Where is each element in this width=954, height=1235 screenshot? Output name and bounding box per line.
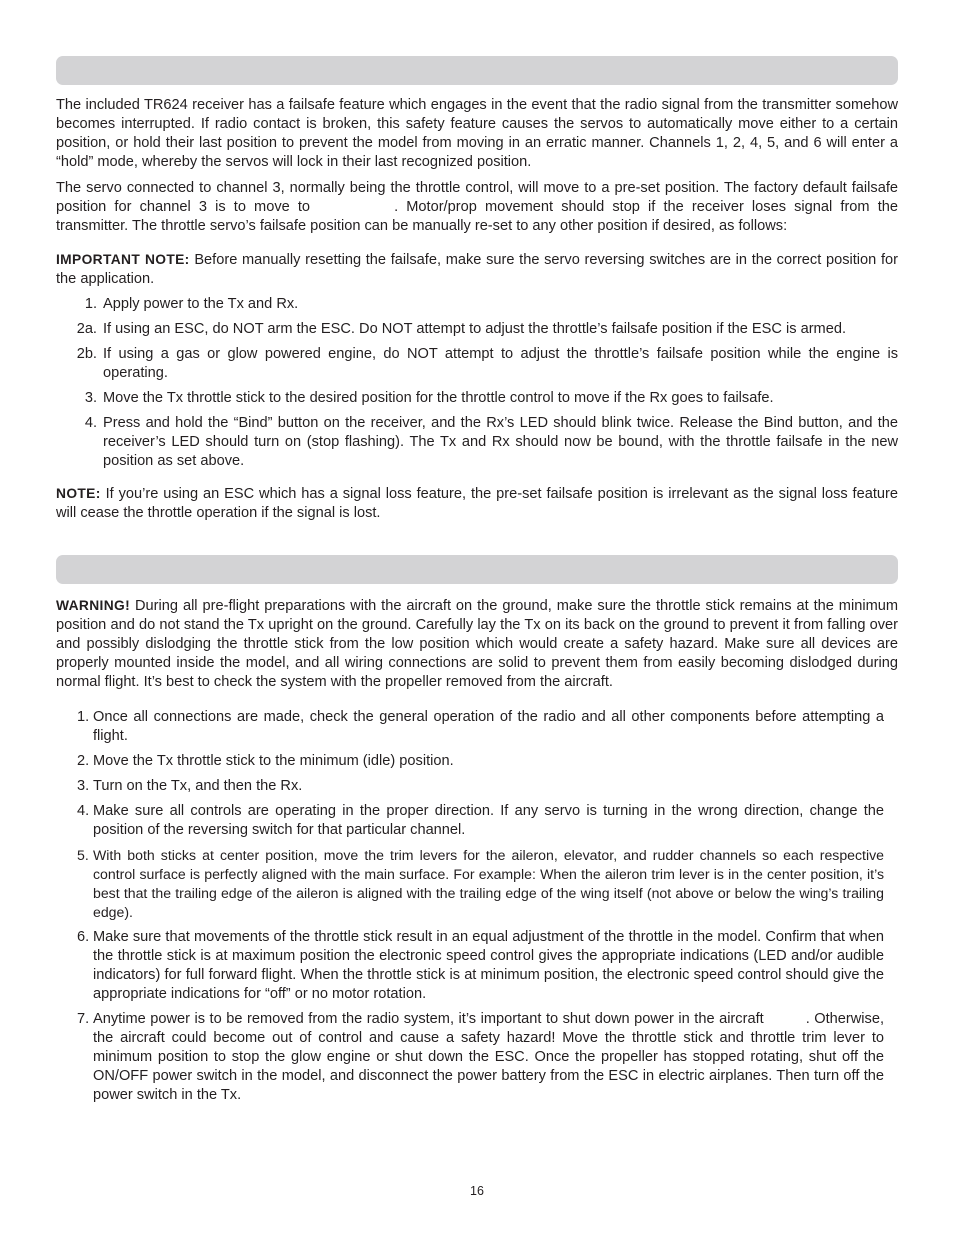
list-item <box>56 320 898 339</box>
step-text: Make sure all controls are operating in the proper direction. If any servo is turning in the wrong direction, change the position of the reversing switch for that particular channel. <box>93 803 884 838</box>
list-item <box>56 414 898 471</box>
step7-text-part-1: Anytime power is to be removed from the radio system, it’s important to shut down power in the aircraft <box>93 1011 764 1027</box>
step-text: Apply power to the Tx and Rx. <box>103 296 299 312</box>
section-header-bar-failsafe <box>56 56 898 85</box>
step-number: 1. <box>77 709 90 725</box>
step-number: 2b. <box>76 346 97 362</box>
warning-paragraph <box>56 596 898 692</box>
note-label: NOTE: <box>56 486 101 501</box>
note-text: If you’re using an ESC which has a signal loss feature, the pre-set failsafe position is irrelevant as the signal loss feature will cease the throttle operation if the signal is lost. <box>56 486 898 521</box>
list-item <box>56 345 898 383</box>
step-number: 6. <box>77 929 90 945</box>
esc-note <box>56 484 898 523</box>
step-text: Press and hold the “Bind” button on the receiver, and the Rx’s LED should blink twice. Release the Bind button, and the receiver’s LED should turn on (stop flashing). The Tx and Rx should now be bound, with the throttle failsafe in the new position as set above. <box>103 415 898 469</box>
preflight-steps-list <box>56 708 898 1105</box>
step-text: If using an ESC, do NOT arm the ESC. Do NOT attempt to adjust the throttle’s failsafe position if the ESC is armed. <box>103 321 846 337</box>
step-number: 4. <box>77 803 90 819</box>
throttle-text-part-1: The servo connected to channel 3, normally being the throttle control, will move to a pre-set position. The factory default failsafe position for channel 3 is to move to <box>56 180 898 215</box>
list-item <box>56 389 898 408</box>
list-item <box>56 846 898 922</box>
step-text: Move the Tx throttle stick to the minimum (idle) position. <box>93 753 454 769</box>
step-number: 1. <box>84 296 97 312</box>
step-number: 4. <box>84 415 97 431</box>
step-number: 2a. <box>76 321 97 337</box>
list-item <box>56 928 898 1004</box>
step-number: 3. <box>84 390 97 406</box>
failsafe-section <box>56 96 898 523</box>
list-item <box>56 295 898 314</box>
step-number: 5. <box>77 847 89 863</box>
throttle-text-part-2: . Motor/prop movement should stop if the receiver loses signal from the transmitter. The throttle servo’s failsafe position can be manually re-set to any other position if desired, as follows: <box>56 199 898 234</box>
step-text: With both sticks at center position, move the trim levers for the aileron, elevator, and rudder channels so each respective control surface is perfectly aligned with the main surface. For example: When the aileron trim lever is in the center position, it’s best that the trailing edge of the aileron is aligned with the trailing edge of the wing itself (not above or below the wing’s trailing edge). <box>93 847 884 920</box>
list-item <box>56 802 898 840</box>
step-text: Move the Tx throttle stick to the desired position for the throttle control to move if the Rx goes to failsafe. <box>103 390 774 406</box>
step-number: 3. <box>77 778 90 794</box>
failsafe-intro-paragraph: The included TR624 receiver has a failsafe feature which engages in the event that the radio signal from the transmitter somehow becomes interrupted. If radio contact is broken, this safety feature causes the servos to automatically move either to a certain position, or hold their last position to prevent the model from moving in an erratic manner. Channels 1, 2, 4, 5, and 6 will enter a “hold” mode, whereby the servos will lock in their last recognized position. <box>56 97 898 170</box>
preflight-section <box>56 596 898 1105</box>
step-text: Make sure that movements of the throttle stick result in an equal adjustment of the throttle in the model. Confirm that when the throttle stick is at maximum position the electronic speed control gives the appropriate indications (LED and/or audible indicators) for full forward flight. When the throttle stick is at minimum position, the electronic speed control should give the appropriate indications for “off” or no motor rotation. <box>93 929 884 1002</box>
step-text <box>93 1010 884 1105</box>
section-header-bar-preflight <box>56 555 898 584</box>
failsafe-throttle-paragraph <box>56 179 898 236</box>
step-number: 2. <box>77 753 90 769</box>
step-text: If using a gas or glow powered engine, do NOT attempt to adjust the throttle’s failsafe position while the engine is operating. <box>103 346 898 381</box>
failsafe-steps-list <box>56 295 898 471</box>
list-item <box>56 777 898 796</box>
step-text: Once all connections are made, check the general operation of the radio and all other components before attempting a flight. <box>93 709 884 744</box>
list-item <box>56 708 898 746</box>
step-text: Turn on the Tx, and then the Rx. <box>93 778 303 794</box>
important-note <box>56 250 898 289</box>
page-number: 16 <box>470 1184 484 1198</box>
step-number: 7. <box>77 1011 90 1027</box>
warning-label: WARNING! <box>56 598 131 613</box>
list-item <box>56 1010 898 1105</box>
important-note-label: IMPORTANT NOTE: <box>56 252 190 267</box>
list-item <box>56 752 898 771</box>
warning-text: During all pre-flight preparations with the aircraft on the ground, make sure the throttle stick remains at the minimum position and do not stand the Tx upright on the ground. Carefully lay the Tx on its back on the ground to prevent it from falling over and possibly dislodging the throttle stick from the low position which would create a safety hazard. Make sure all devices are properly mounted inside the model, and all wiring connections are solid to prevent them from easily becoming dislodged during normal flight. It’s best to check the system with the propeller removed from the aircraft. <box>56 598 898 690</box>
step7-text-part-2: . Otherwise, the aircraft could become out of control and cause a safety hazard! Move the throttle stick and throttle trim lever to minimum position to stop the glow engine or shut down the ESC. Once the propeller has stopped rotating, shut off the ON/OFF power switch in the model, and disconnect the power battery from the ESC in electric airplanes. Then turn off the power switch in the Tx. <box>93 1011 885 1103</box>
important-note-text: Before manually resetting the failsafe, make sure the servo reversing switches are in the correct position for the application. <box>56 252 898 287</box>
